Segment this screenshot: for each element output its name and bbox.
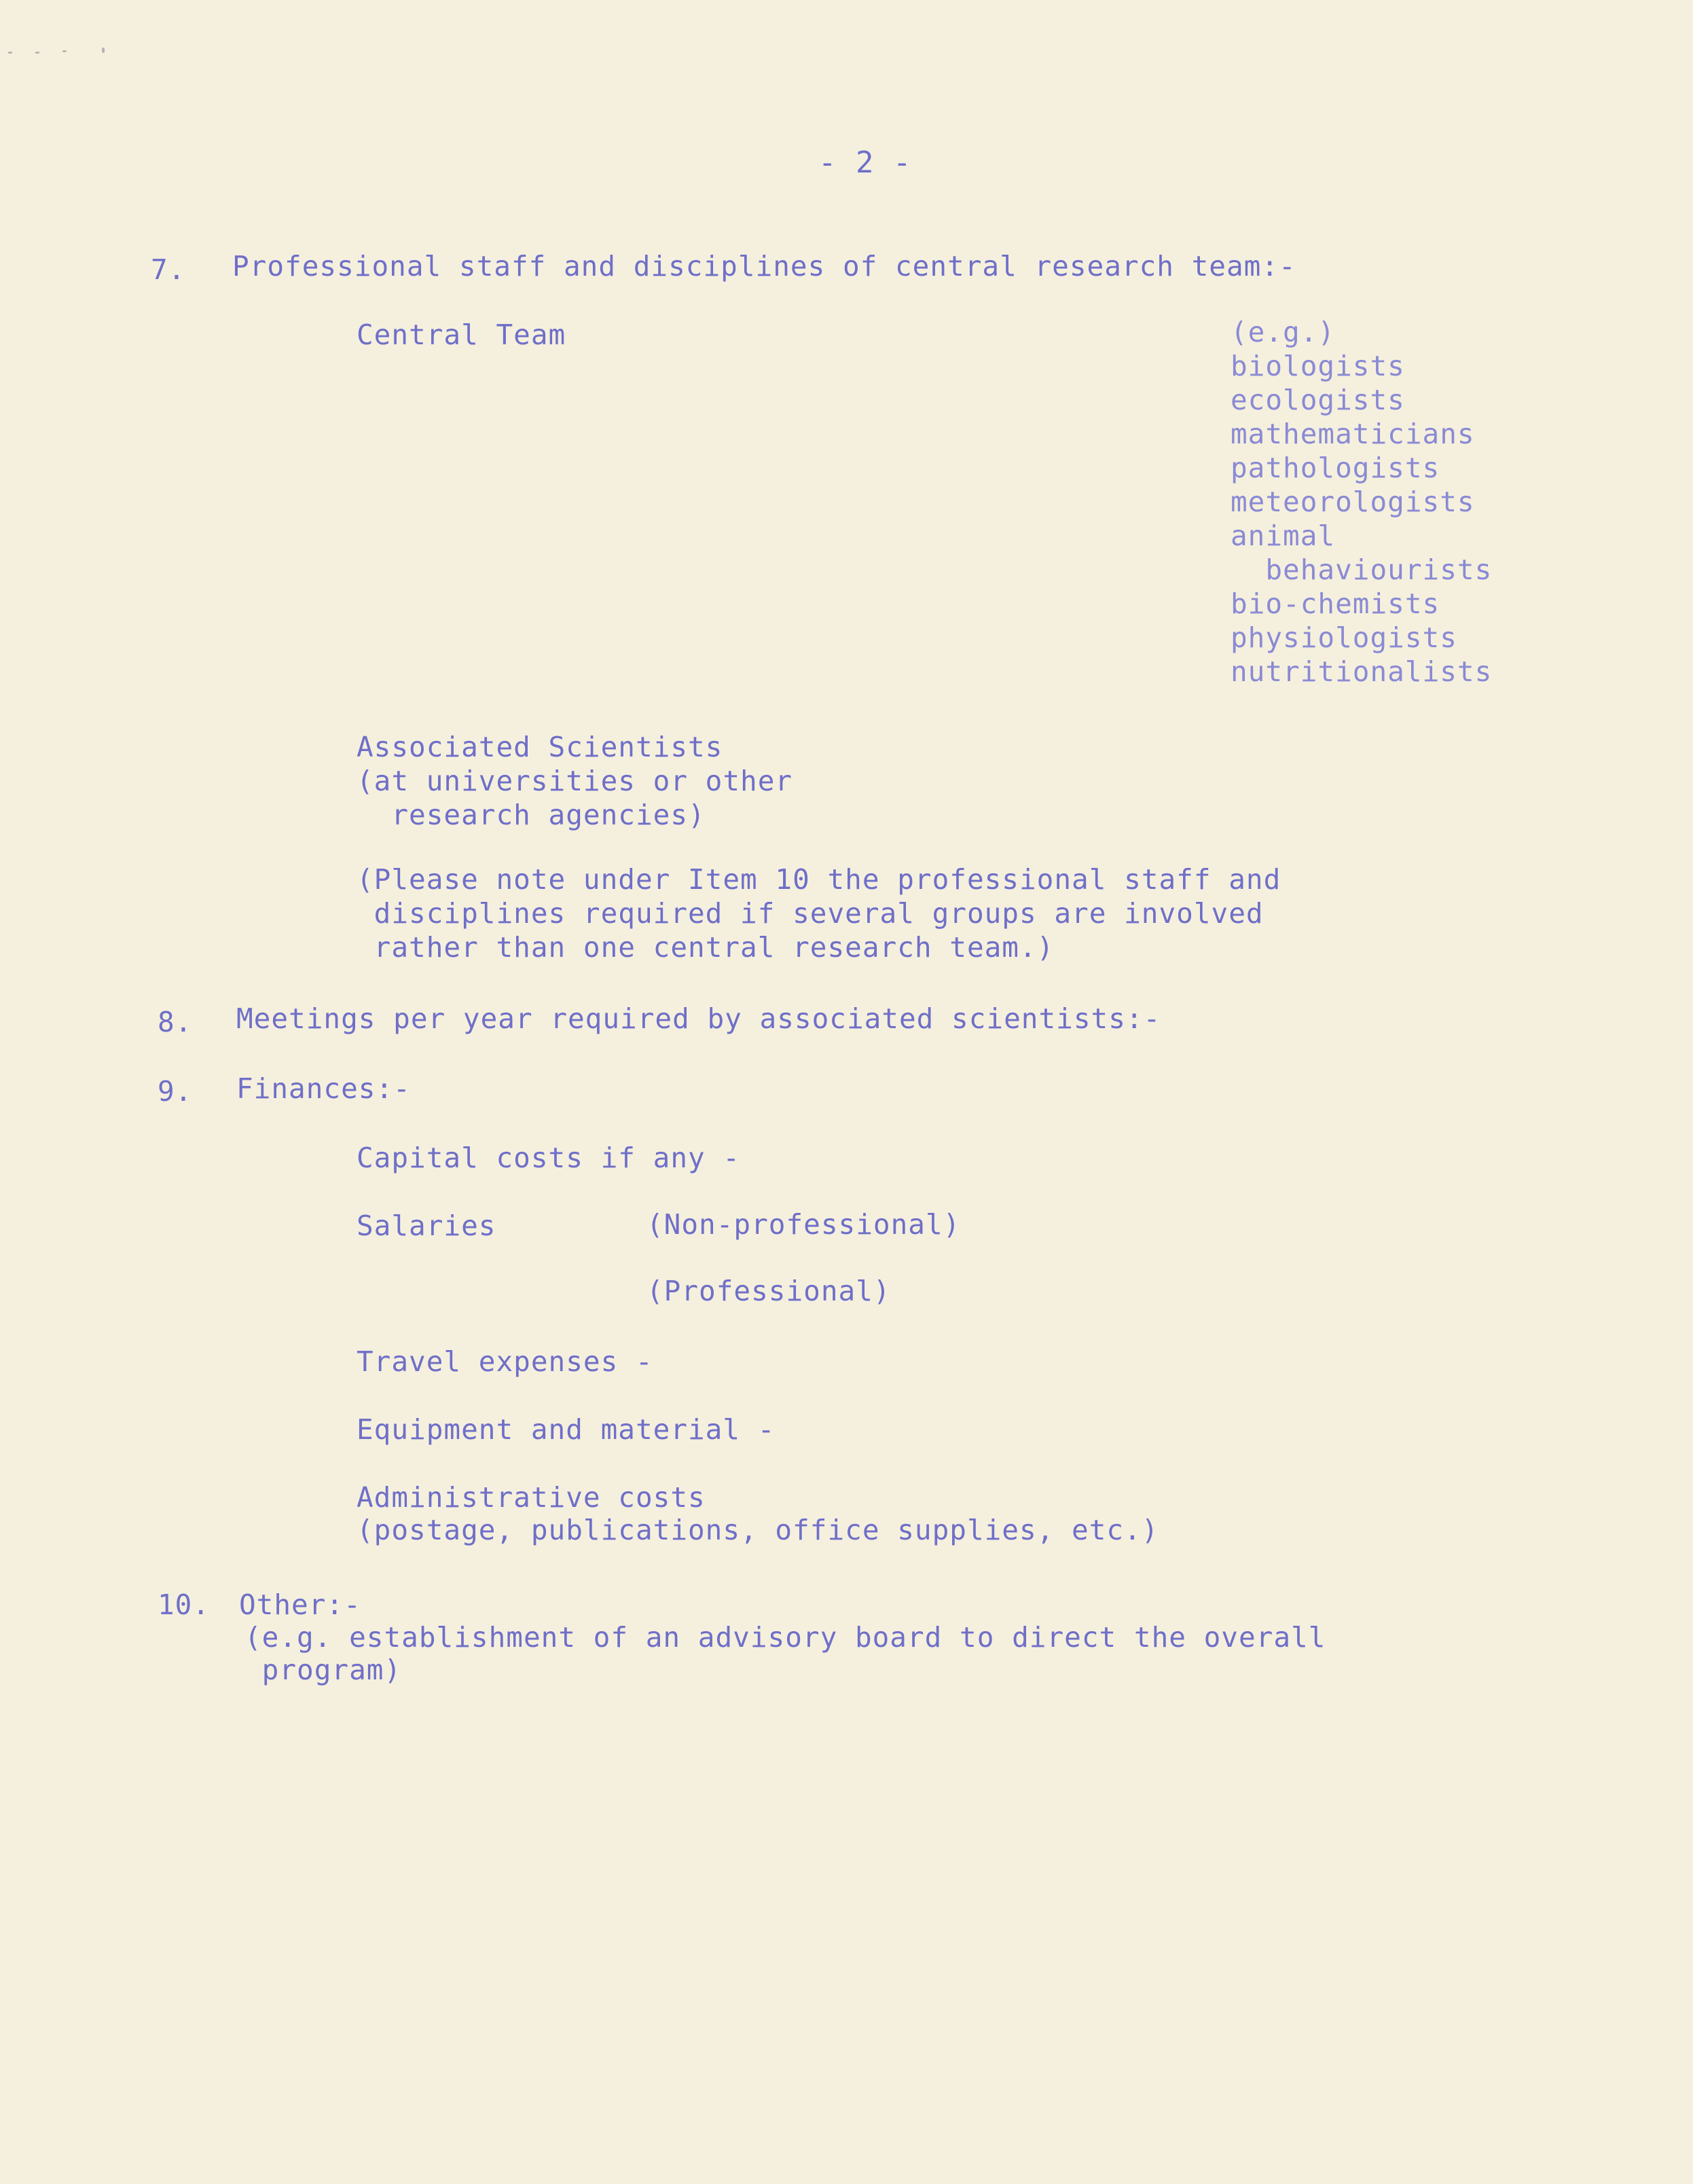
discipline-item: ecologists: [1231, 384, 1405, 416]
item-10-line: (e.g. establishment of an advisory board to direct the overall: [244, 1621, 1326, 1654]
associated-line: Associated Scientists: [357, 731, 723, 763]
item-7-number: 7.: [151, 253, 186, 286]
salaries-professional: (Professional): [647, 1275, 891, 1307]
discipline-item: (e.g.): [1231, 316, 1336, 348]
salaries-nonprofessional: (Non-professional): [647, 1208, 961, 1241]
discipline-item: mathematicians: [1231, 418, 1475, 450]
associated-line: (at universities or other: [357, 765, 793, 797]
equipment-material: Equipment and material -: [357, 1413, 776, 1446]
discipline-item: nutritionalists: [1231, 655, 1493, 688]
item-8-number: 8.: [158, 1006, 193, 1038]
paper-speck: [62, 50, 67, 52]
item-10-number: 10.: [158, 1588, 211, 1621]
paper-speck: [102, 48, 105, 53]
central-team-label: Central Team: [357, 318, 566, 351]
note-line: (Please note under Item 10 the professional staff and: [357, 863, 1281, 896]
discipline-item: physiologists: [1231, 621, 1457, 654]
item-8-text: Meetings per year required by associated scientists:-: [236, 1002, 1161, 1035]
note-line: rather than one central research team.): [357, 931, 1055, 964]
note-line: disciplines required if several groups are involved: [357, 897, 1264, 930]
discipline-item: biologists: [1231, 350, 1405, 382]
item-10-line: program): [244, 1654, 402, 1686]
admin-costs-line: (postage, publications, office supplies, etc.): [357, 1514, 1159, 1546]
discipline-item: pathologists: [1231, 452, 1440, 484]
page-number: - 2 -: [818, 145, 912, 180]
item-7-heading: Professional staff and disciplines of central research team:-: [232, 250, 1296, 283]
item-9-heading: Finances:-: [236, 1072, 411, 1105]
discipline-item: bio-chemists: [1231, 587, 1440, 620]
discipline-item: animal: [1231, 520, 1336, 552]
travel-expenses: Travel expenses -: [357, 1345, 653, 1378]
paper-speck: [35, 52, 39, 54]
item-10-heading: Other:-: [239, 1588, 361, 1621]
salaries-label: Salaries: [357, 1209, 496, 1242]
discipline-item: meteorologists: [1231, 486, 1475, 518]
capital-costs: Capital costs if any -: [357, 1142, 741, 1174]
associated-line: research agencies): [357, 799, 706, 831]
paper-speck: [8, 52, 12, 54]
admin-costs-line: Administrative costs: [357, 1481, 706, 1514]
item-9-number: 9.: [158, 1075, 193, 1108]
discipline-item: behaviourists: [1231, 553, 1493, 586]
